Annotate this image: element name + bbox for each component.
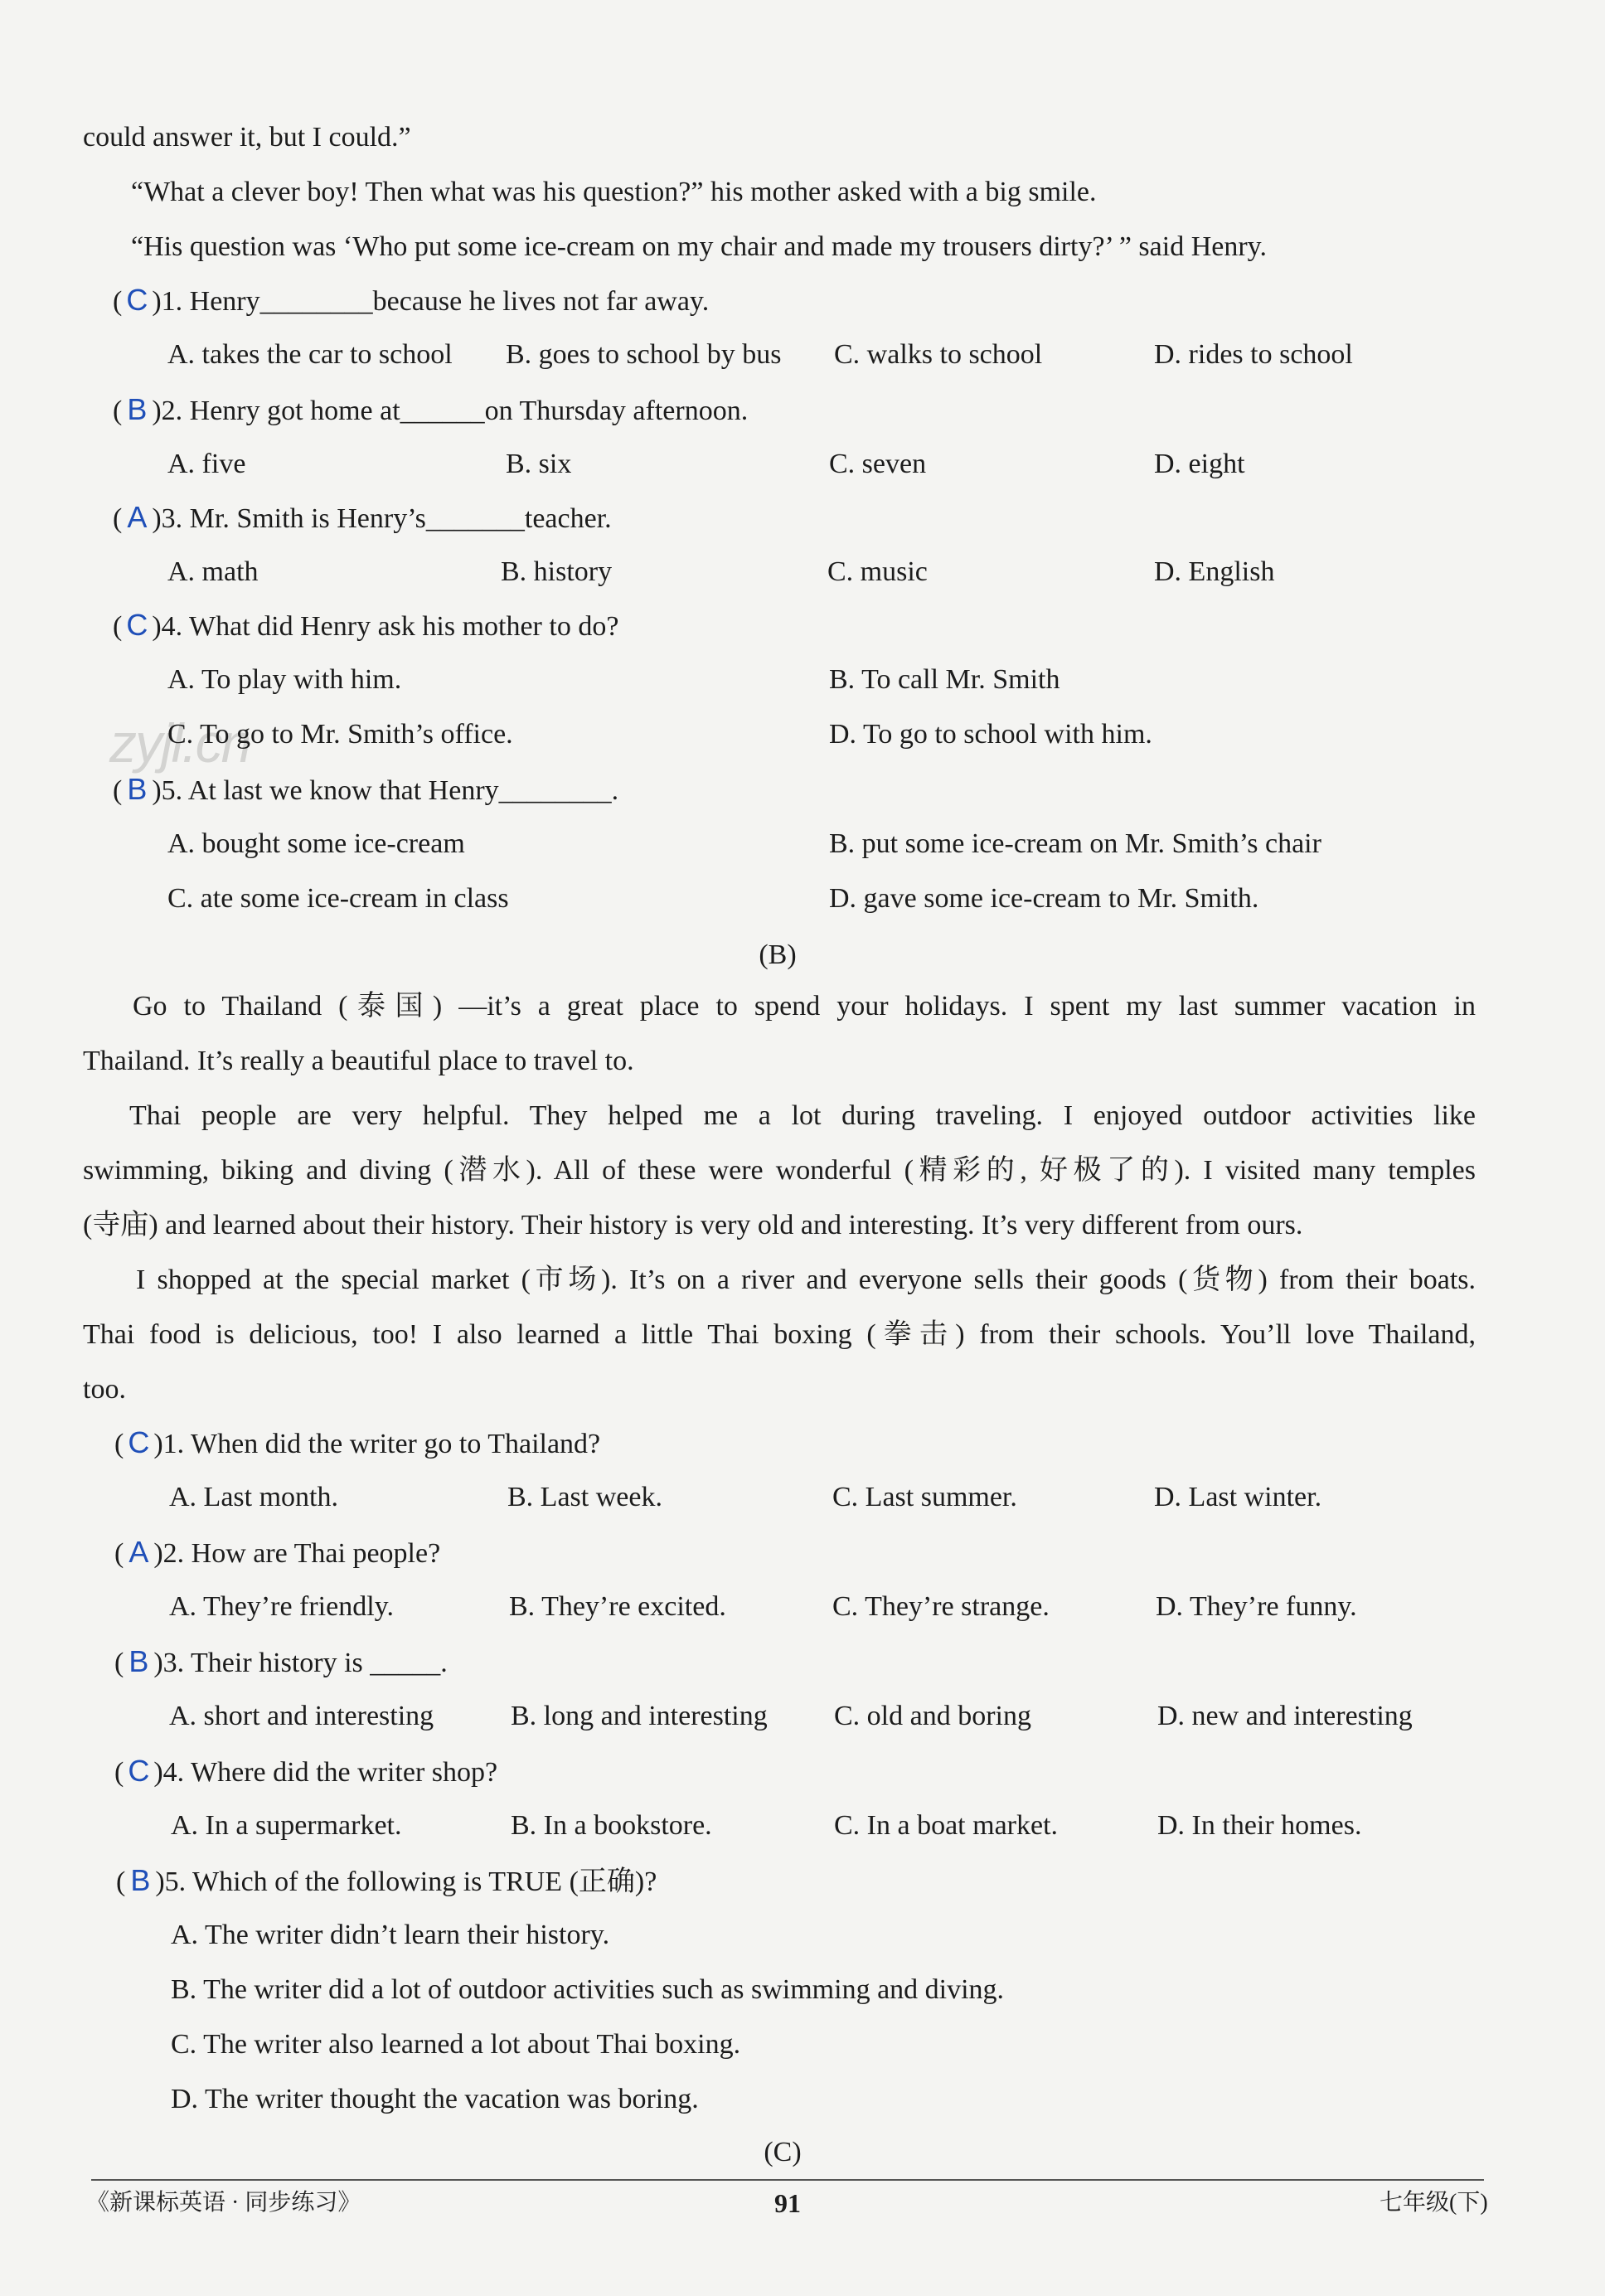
footer-divider xyxy=(91,2179,1484,2181)
option-b5-b: B. The writer did a lot of outdoor activities such as swimming and diving. xyxy=(171,1974,1005,2005)
passage-b-p3-l3: too. xyxy=(83,1374,126,1405)
question-stem: )1. Henry________because he lives not far away. xyxy=(152,286,710,317)
question-b1: ( C )1. When did the writer go to Thailand? xyxy=(114,1425,601,1459)
option-a2-c: C. seven xyxy=(829,449,927,479)
question-b3: ( B )3. Their history is _____. xyxy=(114,1644,448,1678)
question-a4: ( C )4. What did Henry ask his mother to do? xyxy=(113,608,619,642)
option-a1-d: D. rides to school xyxy=(1154,339,1353,370)
option-a3-a: A. math xyxy=(167,556,259,587)
passage-a-line-3: “His question was ‘Who put some ice-cream on my chair and made my trousers dirty?’ ” said Henry. xyxy=(131,231,1267,262)
option-b4-b: B. In a bookstore. xyxy=(511,1810,712,1841)
question-stem: )1. When did the writer go to Thailand? xyxy=(153,1429,601,1459)
option-a1-c: C. walks to school xyxy=(834,339,1043,370)
footer-page-number: 91 xyxy=(774,2188,801,2218)
option-a3-b: B. history xyxy=(501,556,613,587)
option-a1-b: B. goes to school by bus xyxy=(506,339,782,370)
option-b1-a: A. Last month. xyxy=(169,1482,338,1512)
question-stem: )4. Where did the writer shop? xyxy=(153,1757,498,1788)
option-b3-b: B. long and interesting xyxy=(511,1701,768,1731)
answer-mark: B xyxy=(127,392,148,426)
section-b-heading: (B) xyxy=(759,939,797,970)
question-stem: )4. What did Henry ask his mother to do? xyxy=(152,611,619,642)
option-b5-d: D. The writer thought the vacation was boring. xyxy=(171,2084,699,2114)
question-b2: ( A )2. How are Thai people? xyxy=(114,1535,441,1569)
section-c-heading: (C) xyxy=(764,2137,802,2167)
option-a4-c: C. To go to Mr. Smith’s office. xyxy=(167,719,513,750)
passage-b-p2-l2: swimming, biking and diving (潜水). All of these were wonderful (精彩的, 好极了的). I visited many temples xyxy=(83,1155,1476,1186)
answer-mark: C xyxy=(128,1425,150,1459)
option-b2-c: C. They’re strange. xyxy=(832,1591,1050,1622)
option-b1-c: C. Last summer. xyxy=(832,1482,1017,1512)
answer-mark: B xyxy=(127,772,148,806)
option-a5-c: C. ate some ice-cream in class xyxy=(167,883,509,914)
question-stem: )5. Which of the following is TRUE (正确)? xyxy=(155,1866,657,1897)
question-a1: ( C )1. Henry________because he lives not far away. xyxy=(113,283,710,317)
question-a2: ( B )2. Henry got home at______on Thursday afternoon. xyxy=(113,392,749,426)
question-stem: )2. Henry got home at______on Thursday afternoon. xyxy=(152,396,749,426)
option-a5-a: A. bought some ice-cream xyxy=(167,828,465,859)
option-a5-b: B. put some ice-cream on Mr. Smith’s chair xyxy=(829,828,1321,859)
answer-mark: A xyxy=(127,500,148,534)
option-a3-d: D. English xyxy=(1154,556,1275,587)
option-b5-a: A. The writer didn’t learn their history. xyxy=(171,1920,610,1950)
question-stem: )2. How are Thai people? xyxy=(153,1538,441,1569)
footer-grade: 七年级(下) xyxy=(1380,2190,1488,2216)
option-b1-d: D. Last winter. xyxy=(1154,1482,1322,1512)
option-b5-c: C. The writer also learned a lot about Thai boxing. xyxy=(171,2029,741,2060)
option-a2-a: A. five xyxy=(167,449,246,479)
option-b3-a: A. short and interesting xyxy=(169,1701,434,1731)
option-b2-a: A. They’re friendly. xyxy=(169,1591,394,1622)
passage-b-p2-l1: Thai people are very helpful. They helped me a lot during traveling. I enjoyed outdoor activities like xyxy=(129,1100,1476,1131)
option-a1-a: A. takes the car to school xyxy=(167,339,453,370)
passage-b-p2-l3: (寺庙) and learned about their history. Their history is very old and interesting. It’s very different from ours. xyxy=(83,1210,1303,1240)
passage-b-p1-l2: Thailand. It’s really a beautiful place to travel to. xyxy=(83,1046,634,1076)
option-a2-b: B. six xyxy=(506,449,572,479)
question-stem: )5. At last we know that Henry________. xyxy=(152,775,619,806)
option-b4-a: A. In a supermarket. xyxy=(171,1810,402,1841)
option-a5-d: D. gave some ice-cream to Mr. Smith. xyxy=(829,883,1259,914)
passage-b-p1-l1: Go to Thailand (泰国) —it’s a great place to spend your holidays. I spent my last summer vacation in xyxy=(133,991,1476,1022)
question-a5: ( B )5. At last we know that Henry________. xyxy=(113,772,619,806)
answer-mark: C xyxy=(126,608,148,642)
answer-mark: C xyxy=(126,283,148,317)
option-a3-c: C. music xyxy=(827,556,928,587)
passage-b-p3-l1: I shopped at the special market (市场). It’s on a river and everyone sells their goods (货物) from their boats. xyxy=(136,1264,1476,1295)
option-b2-b: B. They’re excited. xyxy=(509,1591,726,1622)
question-b5: ( B )5. Which of the following is TRUE (正确)? xyxy=(116,1863,657,1897)
passage-a-line-1: could answer it, but I could.” xyxy=(83,122,411,153)
answer-mark: B xyxy=(128,1644,149,1678)
answer-mark: B xyxy=(130,1863,151,1897)
option-b3-d: D. new and interesting xyxy=(1157,1701,1413,1731)
question-a3: ( A )3. Mr. Smith is Henry’s_______teacher. xyxy=(113,500,612,534)
option-a4-a: A. To play with him. xyxy=(167,664,402,695)
footer-book-title: 《新课标英语 · 同步练习》 xyxy=(86,2190,361,2216)
option-b1-b: B. Last week. xyxy=(507,1482,662,1512)
answer-mark: C xyxy=(128,1754,150,1788)
passage-a-line-2: “What a clever boy! Then what was his question?” his mother asked with a big smile. xyxy=(131,177,1097,207)
option-a4-d: D. To go to school with him. xyxy=(829,719,1152,750)
answer-mark: A xyxy=(128,1535,149,1569)
question-b4: ( C )4. Where did the writer shop? xyxy=(114,1754,498,1788)
watermark: zyjl.cn xyxy=(109,712,250,774)
option-a2-d: D. eight xyxy=(1154,449,1245,479)
question-stem: )3. Mr. Smith is Henry’s_______teacher. xyxy=(152,503,612,534)
passage-b-p3-l2: Thai food is delicious, too! I also learned a little Thai boxing (拳击) from their schools. You’ll love Thailand, xyxy=(83,1319,1476,1350)
option-a4-b: B. To call Mr. Smith xyxy=(829,664,1060,695)
option-b3-c: C. old and boring xyxy=(834,1701,1031,1731)
option-b2-d: D. They’re funny. xyxy=(1156,1591,1357,1622)
question-stem: )3. Their history is _____. xyxy=(153,1648,448,1678)
option-b4-d: D. In their homes. xyxy=(1157,1810,1362,1841)
option-b4-c: C. In a boat market. xyxy=(834,1810,1059,1841)
